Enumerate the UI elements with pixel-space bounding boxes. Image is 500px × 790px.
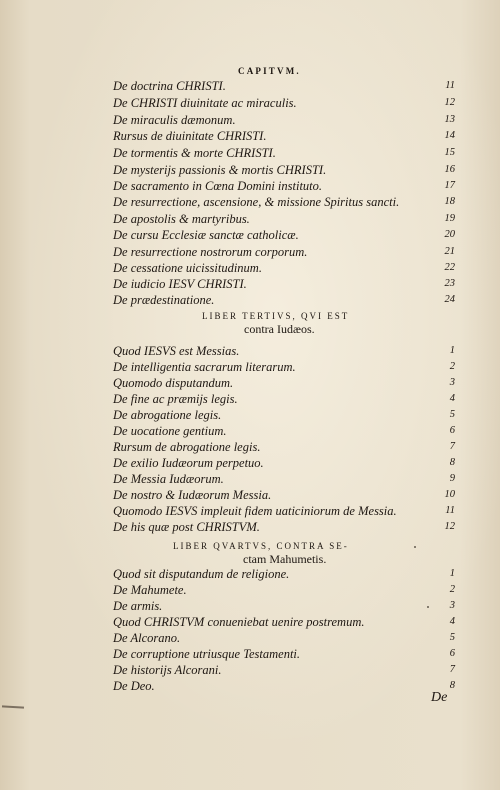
toc-entry	[113, 439, 455, 455]
toc-entry	[113, 227, 455, 243]
toc-entry-title: Quomodo disputandum.	[113, 376, 234, 390]
book-four-subheading: ctam Mahumetis.	[243, 552, 327, 566]
toc-entry-page: 3	[449, 600, 455, 611]
toc-entry	[113, 260, 455, 276]
toc-entry-title: De iudicio IESV CHRISTI.	[113, 277, 247, 291]
toc-entry-page: 12	[444, 97, 455, 108]
book-three-heading: LIBER TERTIVS, QVI EST	[202, 311, 350, 321]
toc-entry	[113, 343, 455, 359]
toc-entry	[113, 128, 455, 144]
ink-speck	[414, 546, 416, 548]
toc-entry-title: De miraculis dæmonum.	[113, 113, 236, 127]
toc-entry-title: De apostolis & martyribus.	[113, 212, 250, 226]
toc-entry-title: De tormentis & morte CHRISTI.	[113, 146, 276, 160]
toc-entry	[113, 455, 455, 471]
toc-entry	[113, 519, 455, 535]
toc-entry-page: 21	[444, 246, 455, 257]
toc-entry-page: 22	[444, 262, 455, 273]
toc-entry-title: De fine ac præmijs legis.	[113, 392, 238, 406]
toc-entry-title: De resurrectione nostrorum corporum.	[113, 245, 308, 259]
toc-entry-title: De corruptione utriusque Testamenti.	[113, 647, 301, 661]
toc-entry-page: 16	[444, 164, 455, 175]
toc-entry-title: De CHRISTI diuinitate ac miraculis.	[113, 96, 297, 110]
toc-entry-page: 4	[449, 616, 455, 627]
toc-entry-page: 7	[449, 664, 455, 675]
toc-entry-page: 1	[449, 345, 455, 356]
toc-entry	[113, 678, 455, 694]
toc-entry	[113, 276, 455, 292]
toc-entry	[113, 95, 455, 111]
toc-entry-page: 11	[445, 505, 455, 516]
toc-entry	[113, 194, 455, 210]
toc-entry-title: De cursu Ecclesiæ sanctæ catholicæ.	[113, 228, 299, 242]
book-three-subheading: contra Iudæos.	[244, 322, 315, 336]
toc-entry-title: De uocatione gentium.	[113, 424, 227, 438]
toc-entry-page: 8	[449, 680, 455, 691]
toc-entry-page: 1	[449, 568, 455, 579]
toc-entry-page: 19	[444, 213, 455, 224]
toc-entry	[113, 423, 455, 439]
toc-entry-page: 24	[444, 294, 455, 305]
book-four-heading: LIBER QVARTVS, CONTRA SE-	[173, 541, 349, 551]
toc-entry-page: 10	[444, 489, 455, 500]
toc-entry-title: Quomodo IESVS impleuit fidem uaticiniorum de Messia.	[113, 504, 397, 518]
toc-entry-page: 8	[449, 457, 455, 468]
toc-entry-page: 3	[449, 377, 455, 388]
toc-entry	[113, 487, 455, 503]
toc-entry	[113, 614, 455, 630]
toc-entry	[113, 471, 455, 487]
toc-entry	[113, 391, 455, 407]
toc-entry-title: De exilio Iudæorum perpetuo.	[113, 456, 264, 470]
toc-entry-page: 23	[444, 278, 455, 289]
toc-entry-title: De resurrectione, ascensione, & missione Spiritus sancti.	[113, 195, 400, 209]
toc-entry-title: De mysterijs passionis & mortis CHRISTI.	[113, 163, 327, 177]
toc-entry-title: Rursus de diuinitate CHRISTI.	[113, 129, 267, 143]
toc-entry-page: 7	[449, 441, 455, 452]
toc-entry-title: Rursum de abrogatione legis.	[113, 440, 261, 454]
toc-entry-page: 20	[444, 229, 455, 240]
toc-entry-page: 2	[449, 584, 455, 595]
toc-entry-title: De Mahumete.	[113, 583, 187, 597]
toc-entry-title: De historijs Alcorani.	[113, 663, 222, 677]
toc-entry-title: De abrogatione legis.	[113, 408, 222, 422]
ink-speck	[427, 606, 429, 608]
toc-entry	[113, 646, 455, 662]
toc-entry-title: De his quæ post CHRISTVM.	[113, 520, 260, 534]
toc-entry-title: De sacramento in Cœna Domini instituto.	[113, 179, 323, 193]
toc-entry	[113, 162, 455, 178]
toc-entry-page: 6	[449, 648, 455, 659]
toc-entry	[113, 582, 455, 598]
toc-entry	[113, 359, 455, 375]
toc-entry-title: De Messia Iudæorum.	[113, 472, 224, 486]
toc-entry	[113, 244, 455, 260]
toc-entry	[113, 112, 455, 128]
toc-entry-title: De prædestinatione.	[113, 293, 215, 307]
toc-entry-page: 6	[449, 425, 455, 436]
toc-entry	[113, 375, 455, 391]
toc-entry-title: De doctrina CHRISTI.	[113, 79, 226, 93]
toc-entry	[113, 598, 455, 614]
toc-entry-title: De intelligentia sacrarum literarum.	[113, 360, 296, 374]
toc-entry-page: 18	[444, 196, 455, 207]
toc-entry	[113, 503, 455, 519]
toc-entry-title: De Deo.	[113, 679, 155, 693]
toc-entry	[113, 78, 455, 94]
margin-ink-mark	[2, 705, 24, 708]
toc-entry-page: 11	[445, 80, 455, 91]
toc-entry-page: 12	[444, 521, 455, 532]
toc-entry-title: De cessatione uicissitudinum.	[113, 261, 262, 275]
toc-entry-page: 5	[449, 409, 455, 420]
toc-entry-title: De nostro & Iudæorum Messia.	[113, 488, 272, 502]
toc-entry-title: Quod sit disputandum de religione.	[113, 567, 290, 581]
toc-entry	[113, 630, 455, 646]
page-header: CAPITVM.	[238, 66, 301, 76]
toc-entry-page: 2	[449, 361, 455, 372]
toc-entry-page: 17	[444, 180, 455, 191]
toc-entry-title: De armis.	[113, 599, 163, 613]
toc-entry	[113, 211, 455, 227]
toc-entry-page: 5	[449, 632, 455, 643]
toc-entry-page: 15	[444, 147, 455, 158]
toc-entry-page: 13	[444, 114, 455, 125]
toc-entry-title: De Alcorano.	[113, 631, 181, 645]
toc-entry-title: Quod IESVS est Messias.	[113, 344, 240, 358]
catchword: De	[431, 690, 448, 705]
toc-entry	[113, 566, 455, 582]
toc-entry	[113, 407, 455, 423]
toc-entry	[113, 145, 455, 161]
toc-entry-page: 9	[449, 473, 455, 484]
toc-entry	[113, 178, 455, 194]
toc-entry-page: 14	[444, 130, 455, 141]
toc-entry-title: Quod CHRISTVM conueniebat uenire postremum.	[113, 615, 365, 629]
toc-entry	[113, 662, 455, 678]
toc-entry	[113, 292, 455, 308]
toc-entry-page: 4	[449, 393, 455, 404]
